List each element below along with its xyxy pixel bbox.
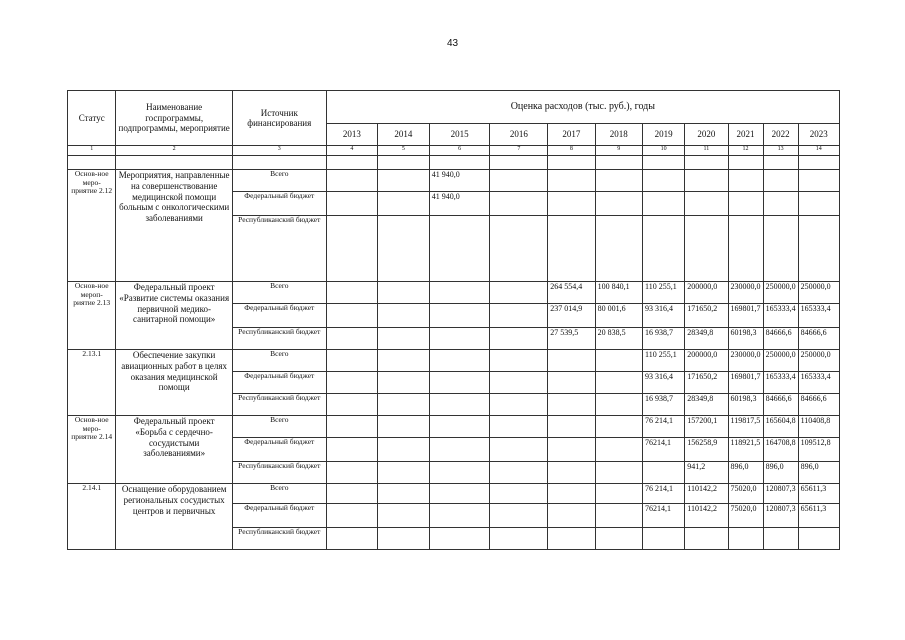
value-cell: 896,0 [798,462,839,484]
value-cell [548,462,595,484]
value-cell [326,484,378,504]
value-cell [643,462,685,484]
value-cell [326,372,378,394]
value-cell [326,350,378,372]
empty-cell [232,156,326,170]
value-cell: 16 938,7 [643,328,685,350]
empty-cell [68,156,116,170]
empty-cell [116,156,232,170]
value-cell: 896,0 [763,462,798,484]
empty-cell [763,156,798,170]
value-cell: 250000,0 [763,282,798,304]
value-cell [378,304,430,328]
table-row [68,170,840,192]
value-cell [429,282,490,304]
value-cell [798,528,839,550]
value-cell [595,170,642,192]
table-row [68,350,840,372]
expenses-table [67,90,840,550]
column-number: 13 [763,146,798,156]
value-cell: 230000,0 [728,350,763,372]
value-cell [490,282,548,304]
value-cell [490,394,548,416]
value-cell: 110 255,1 [643,282,685,304]
value-cell: 65611,3 [798,484,839,504]
header-source: Источник финансирования [232,91,326,146]
value-cell [326,216,378,282]
value-cell: 171650,2 [685,372,728,394]
value-cell: 250000,0 [798,282,839,304]
row-source: Всего [232,416,326,438]
value-cell [326,462,378,484]
table-row [68,282,840,304]
row-source: Всего [232,282,326,304]
value-cell: 200000,0 [685,282,728,304]
value-cell [429,438,490,462]
value-cell: 230000,0 [728,282,763,304]
column-number: 12 [728,146,763,156]
value-cell: 75020,0 [728,504,763,528]
value-cell [378,282,430,304]
value-cell [490,350,548,372]
value-cell [429,216,490,282]
value-cell: 93 316,4 [643,372,685,394]
value-cell [490,372,548,394]
value-cell: 84666,6 [798,328,839,350]
header-row [68,91,840,124]
table-row [68,484,840,504]
value-cell: 76 214,1 [643,416,685,438]
value-cell [728,216,763,282]
year-header: 2013 [326,124,378,146]
column-numbers-row [68,146,840,156]
year-header: 2018 [595,124,642,146]
row-source: Федеральный бюджет [232,438,326,462]
value-cell [378,192,430,216]
value-cell [548,416,595,438]
value-cell [548,438,595,462]
value-cell [763,528,798,550]
value-cell [643,192,685,216]
value-cell: 165333,4 [763,304,798,328]
value-cell [326,328,378,350]
row-status: Основ-ное мероп-риятие 2.13 [68,282,116,350]
value-cell [326,438,378,462]
value-cell [378,462,430,484]
value-cell: 84666,6 [798,394,839,416]
value-cell: 110 255,1 [643,350,685,372]
row-source: Федеральный бюджет [232,372,326,394]
value-cell [763,170,798,192]
value-cell: 110142,2 [685,484,728,504]
value-cell [429,504,490,528]
value-cell: 110142,2 [685,504,728,528]
value-cell [490,192,548,216]
header-name: Наименование госпрограммы, подпрограммы, мероприятие [116,91,232,146]
value-cell: 200000,0 [685,350,728,372]
year-header: 2014 [378,124,430,146]
value-cell [548,192,595,216]
value-cell [798,192,839,216]
row-name: Федеральный проект «Развитие системы оказания первичной медико-санитарной помощи» [116,282,232,350]
value-cell [326,528,378,550]
value-cell [429,304,490,328]
value-cell [728,170,763,192]
value-cell [378,216,430,282]
value-cell [429,484,490,504]
value-cell [490,216,548,282]
row-source: Федеральный бюджет [232,304,326,328]
value-cell [490,462,548,484]
value-cell: 264 554,4 [548,282,595,304]
value-cell [490,484,548,504]
value-cell: 119817,5 [728,416,763,438]
empty-cell [490,156,548,170]
value-cell: 76214,1 [643,438,685,462]
value-cell: 164708,8 [763,438,798,462]
value-cell [378,528,430,550]
empty-cell [643,156,685,170]
value-cell [595,192,642,216]
value-cell [429,372,490,394]
row-source: Республиканский бюджет [232,462,326,484]
year-header: 2019 [643,124,685,146]
value-cell [728,192,763,216]
value-cell [595,504,642,528]
year-header: 2016 [490,124,548,146]
value-cell [595,484,642,504]
value-cell: 76 214,1 [643,484,685,504]
empty-cell [429,156,490,170]
value-cell [490,438,548,462]
empty-cell [595,156,642,170]
column-number: 4 [326,146,378,156]
value-cell [798,170,839,192]
value-cell [548,350,595,372]
value-cell [378,484,430,504]
value-cell [548,504,595,528]
value-cell [548,170,595,192]
value-cell: 896,0 [728,462,763,484]
value-cell [490,528,548,550]
value-cell: 120807,3 [763,484,798,504]
table-row [68,416,840,438]
value-cell: 165604,8 [763,416,798,438]
value-cell [643,216,685,282]
column-number: 5 [378,146,430,156]
column-number: 7 [490,146,548,156]
row-name: Федеральный проект «Борьба с сердечно-сосудистыми заболеваниями» [116,416,232,484]
value-cell: 157200,1 [685,416,728,438]
value-cell: 27 539,5 [548,328,595,350]
row-name: Оснащение оборудованием региональных сосудистых центров и первичных [116,484,232,550]
value-cell [643,528,685,550]
value-cell [548,216,595,282]
value-cell: 93 316,4 [643,304,685,328]
empty-cell [326,156,378,170]
value-cell [326,304,378,328]
column-number: 6 [429,146,490,156]
row-status: Основ-ное меро-приятие 2.14 [68,416,116,484]
value-cell [429,462,490,484]
value-cell: 165333,4 [763,372,798,394]
year-header: 2021 [728,124,763,146]
row-name: Мероприятия, направленные на совершенствование медицинской помощи больным с онкологическими заболеваниями [116,170,232,282]
value-cell [595,216,642,282]
value-cell [429,328,490,350]
value-cell [763,216,798,282]
year-header: 2020 [685,124,728,146]
value-cell [548,528,595,550]
value-cell: 20 838,5 [595,328,642,350]
value-cell [378,504,430,528]
column-number: 14 [798,146,839,156]
row-status: 2.14.1 [68,484,116,550]
value-cell [548,484,595,504]
empty-cell [685,156,728,170]
value-cell [378,350,430,372]
value-cell [326,192,378,216]
value-cell: 16 938,7 [643,394,685,416]
value-cell [490,304,548,328]
value-cell [326,170,378,192]
year-header: 2017 [548,124,595,146]
value-cell [378,438,430,462]
year-header: 2015 [429,124,490,146]
row-status: Основ-ное меро-приятие 2.12 [68,170,116,282]
value-cell [326,394,378,416]
column-number: 9 [595,146,642,156]
column-number: 3 [232,146,326,156]
value-cell [685,170,728,192]
value-cell [548,394,595,416]
value-cell: 109512,8 [798,438,839,462]
year-header: 2023 [798,124,839,146]
value-cell [326,282,378,304]
value-cell: 75020,0 [728,484,763,504]
value-cell: 169801,7 [728,372,763,394]
empty-cell [798,156,839,170]
value-cell: 65611,3 [798,504,839,528]
value-cell: 120807,3 [763,504,798,528]
value-cell: 110408,8 [798,416,839,438]
row-source: Федеральный бюджет [232,504,326,528]
value-cell: 250000,0 [798,350,839,372]
row-source: Всего [232,484,326,504]
value-cell [490,416,548,438]
value-cell: 237 014,9 [548,304,595,328]
row-source: Всего [232,350,326,372]
column-number: 8 [548,146,595,156]
value-cell: 60198,3 [728,394,763,416]
value-cell: 941,2 [685,462,728,484]
row-name: Обеспечение закупки авиационных работ в целях оказания медицинской помощи [116,350,232,416]
value-cell: 156258,9 [685,438,728,462]
row-source: Республиканский бюджет [232,328,326,350]
row-source: Всего [232,170,326,192]
value-cell [490,170,548,192]
empty-cell [728,156,763,170]
value-cell [326,504,378,528]
value-cell [643,170,685,192]
empty-cell [548,156,595,170]
value-cell: 169801,7 [728,304,763,328]
value-cell [378,170,430,192]
row-source: Республиканский бюджет [232,216,326,282]
value-cell [685,528,728,550]
value-cell [378,328,430,350]
value-cell [378,394,430,416]
column-number: 1 [68,146,116,156]
value-cell: 80 001,6 [595,304,642,328]
row-status: 2.13.1 [68,350,116,416]
value-cell: 41 940,0 [429,170,490,192]
value-cell: 41 940,0 [429,192,490,216]
column-number: 11 [685,146,728,156]
column-number: 10 [643,146,685,156]
value-cell [595,528,642,550]
row-source: Республиканский бюджет [232,394,326,416]
value-cell [490,328,548,350]
value-cell: 250000,0 [763,350,798,372]
value-cell: 60198,3 [728,328,763,350]
value-cell [378,372,430,394]
page-number: 43 [446,38,459,49]
column-number: 2 [116,146,232,156]
value-cell [595,350,642,372]
row-source: Республиканский бюджет [232,528,326,550]
value-cell [490,504,548,528]
value-cell [595,462,642,484]
value-cell [378,416,430,438]
value-cell: 84666,6 [763,394,798,416]
value-cell: 28349,8 [685,328,728,350]
value-cell: 165333,4 [798,304,839,328]
value-cell: 118921,5 [728,438,763,462]
value-cell [595,416,642,438]
value-cell: 100 840,1 [595,282,642,304]
value-cell [685,216,728,282]
value-cell: 76214,1 [643,504,685,528]
value-cell [728,528,763,550]
year-header: 2022 [763,124,798,146]
value-cell: 84666,6 [763,328,798,350]
empty-cell [378,156,430,170]
value-cell [429,528,490,550]
value-cell [548,372,595,394]
header-status: Статус [68,91,116,146]
value-cell: 165333,4 [798,372,839,394]
row-source: Федеральный бюджет [232,192,326,216]
value-cell [326,416,378,438]
value-cell [595,372,642,394]
value-cell [685,192,728,216]
value-cell [763,192,798,216]
value-cell [429,394,490,416]
value-cell [595,394,642,416]
header-estimate: Оценка расходов (тыс. руб.), годы [326,91,839,124]
spacer-row [68,156,840,170]
value-cell: 171650,2 [685,304,728,328]
value-cell [429,416,490,438]
value-cell [798,216,839,282]
value-cell [595,438,642,462]
value-cell: 28349,8 [685,394,728,416]
value-cell [429,350,490,372]
